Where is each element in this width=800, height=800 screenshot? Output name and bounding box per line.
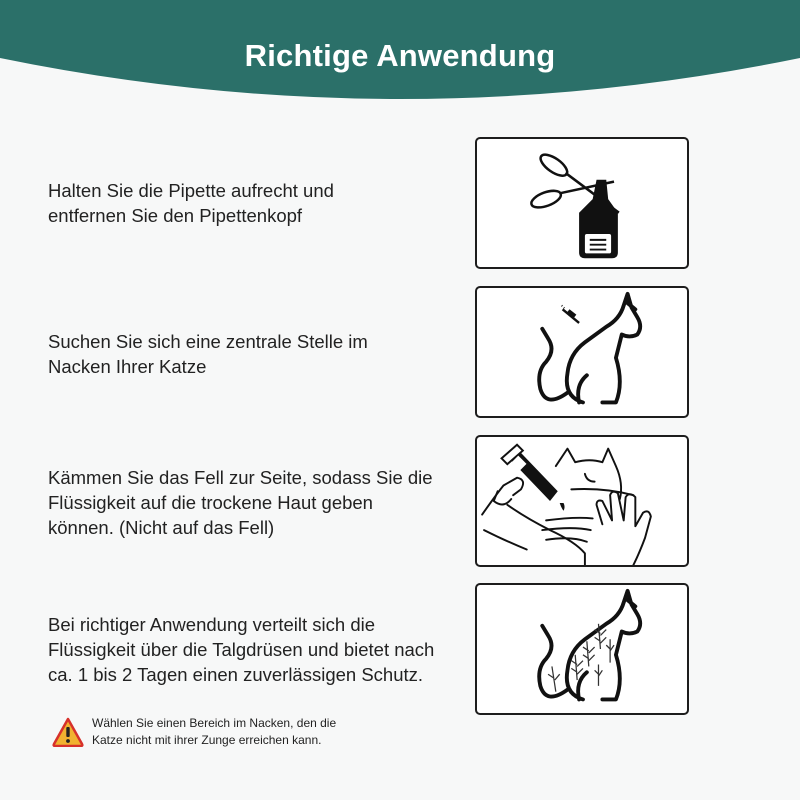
step-3-line-3: können. (Nicht auf das Fell) xyxy=(48,517,275,538)
warning-line-2: Katze nicht mit ihrer Zunge erreichen kann. xyxy=(92,733,322,747)
step-4-card xyxy=(475,583,689,715)
step-1-line-2: entfernen Sie den Pipettenkopf xyxy=(48,205,303,226)
step-3-card xyxy=(475,435,689,567)
step-4-line-2: Flüssigkeit über die Talgdrüsen und bietet nach xyxy=(48,639,435,660)
step-1-text xyxy=(48,178,458,228)
step-1-line-1: Halten Sie die Pipette aufrecht und xyxy=(48,180,334,201)
cat-pipette-icon xyxy=(477,288,687,416)
step-2-card xyxy=(475,286,689,418)
warning-triangle-icon xyxy=(52,717,84,747)
step-3-line-1: Kämmen Sie das Fell zur Seite, sodass Sie die xyxy=(48,467,433,488)
step-3-text xyxy=(48,465,458,540)
step-4-line-3: ca. 1 bis 2 Tagen einen zuverlässigen Schutz. xyxy=(48,664,424,685)
step-1-card xyxy=(475,137,689,269)
warning-line-1: Wählen Sie einen Bereich im Nacken, den die xyxy=(92,716,337,730)
step-3-line-2: Flüssigkeit auf die trockene Haut geben xyxy=(48,492,373,513)
step-2-line-1: Suchen Sie sich eine zentrale Stelle im xyxy=(48,331,368,352)
scissors-pipette-icon xyxy=(477,139,687,267)
hands-applying-pipette-icon xyxy=(477,437,687,565)
warning-text xyxy=(92,715,336,749)
step-4-line-1: Bei richtiger Anwendung verteilt sich die xyxy=(48,614,376,635)
cat-spreading-icon xyxy=(477,585,687,713)
warning-note xyxy=(52,715,392,755)
step-2-text xyxy=(48,329,458,379)
page-title: Richtige Anwendung xyxy=(244,38,556,73)
step-4-text xyxy=(48,612,458,687)
step-2-line-2: Nacken Ihrer Katze xyxy=(48,356,207,377)
